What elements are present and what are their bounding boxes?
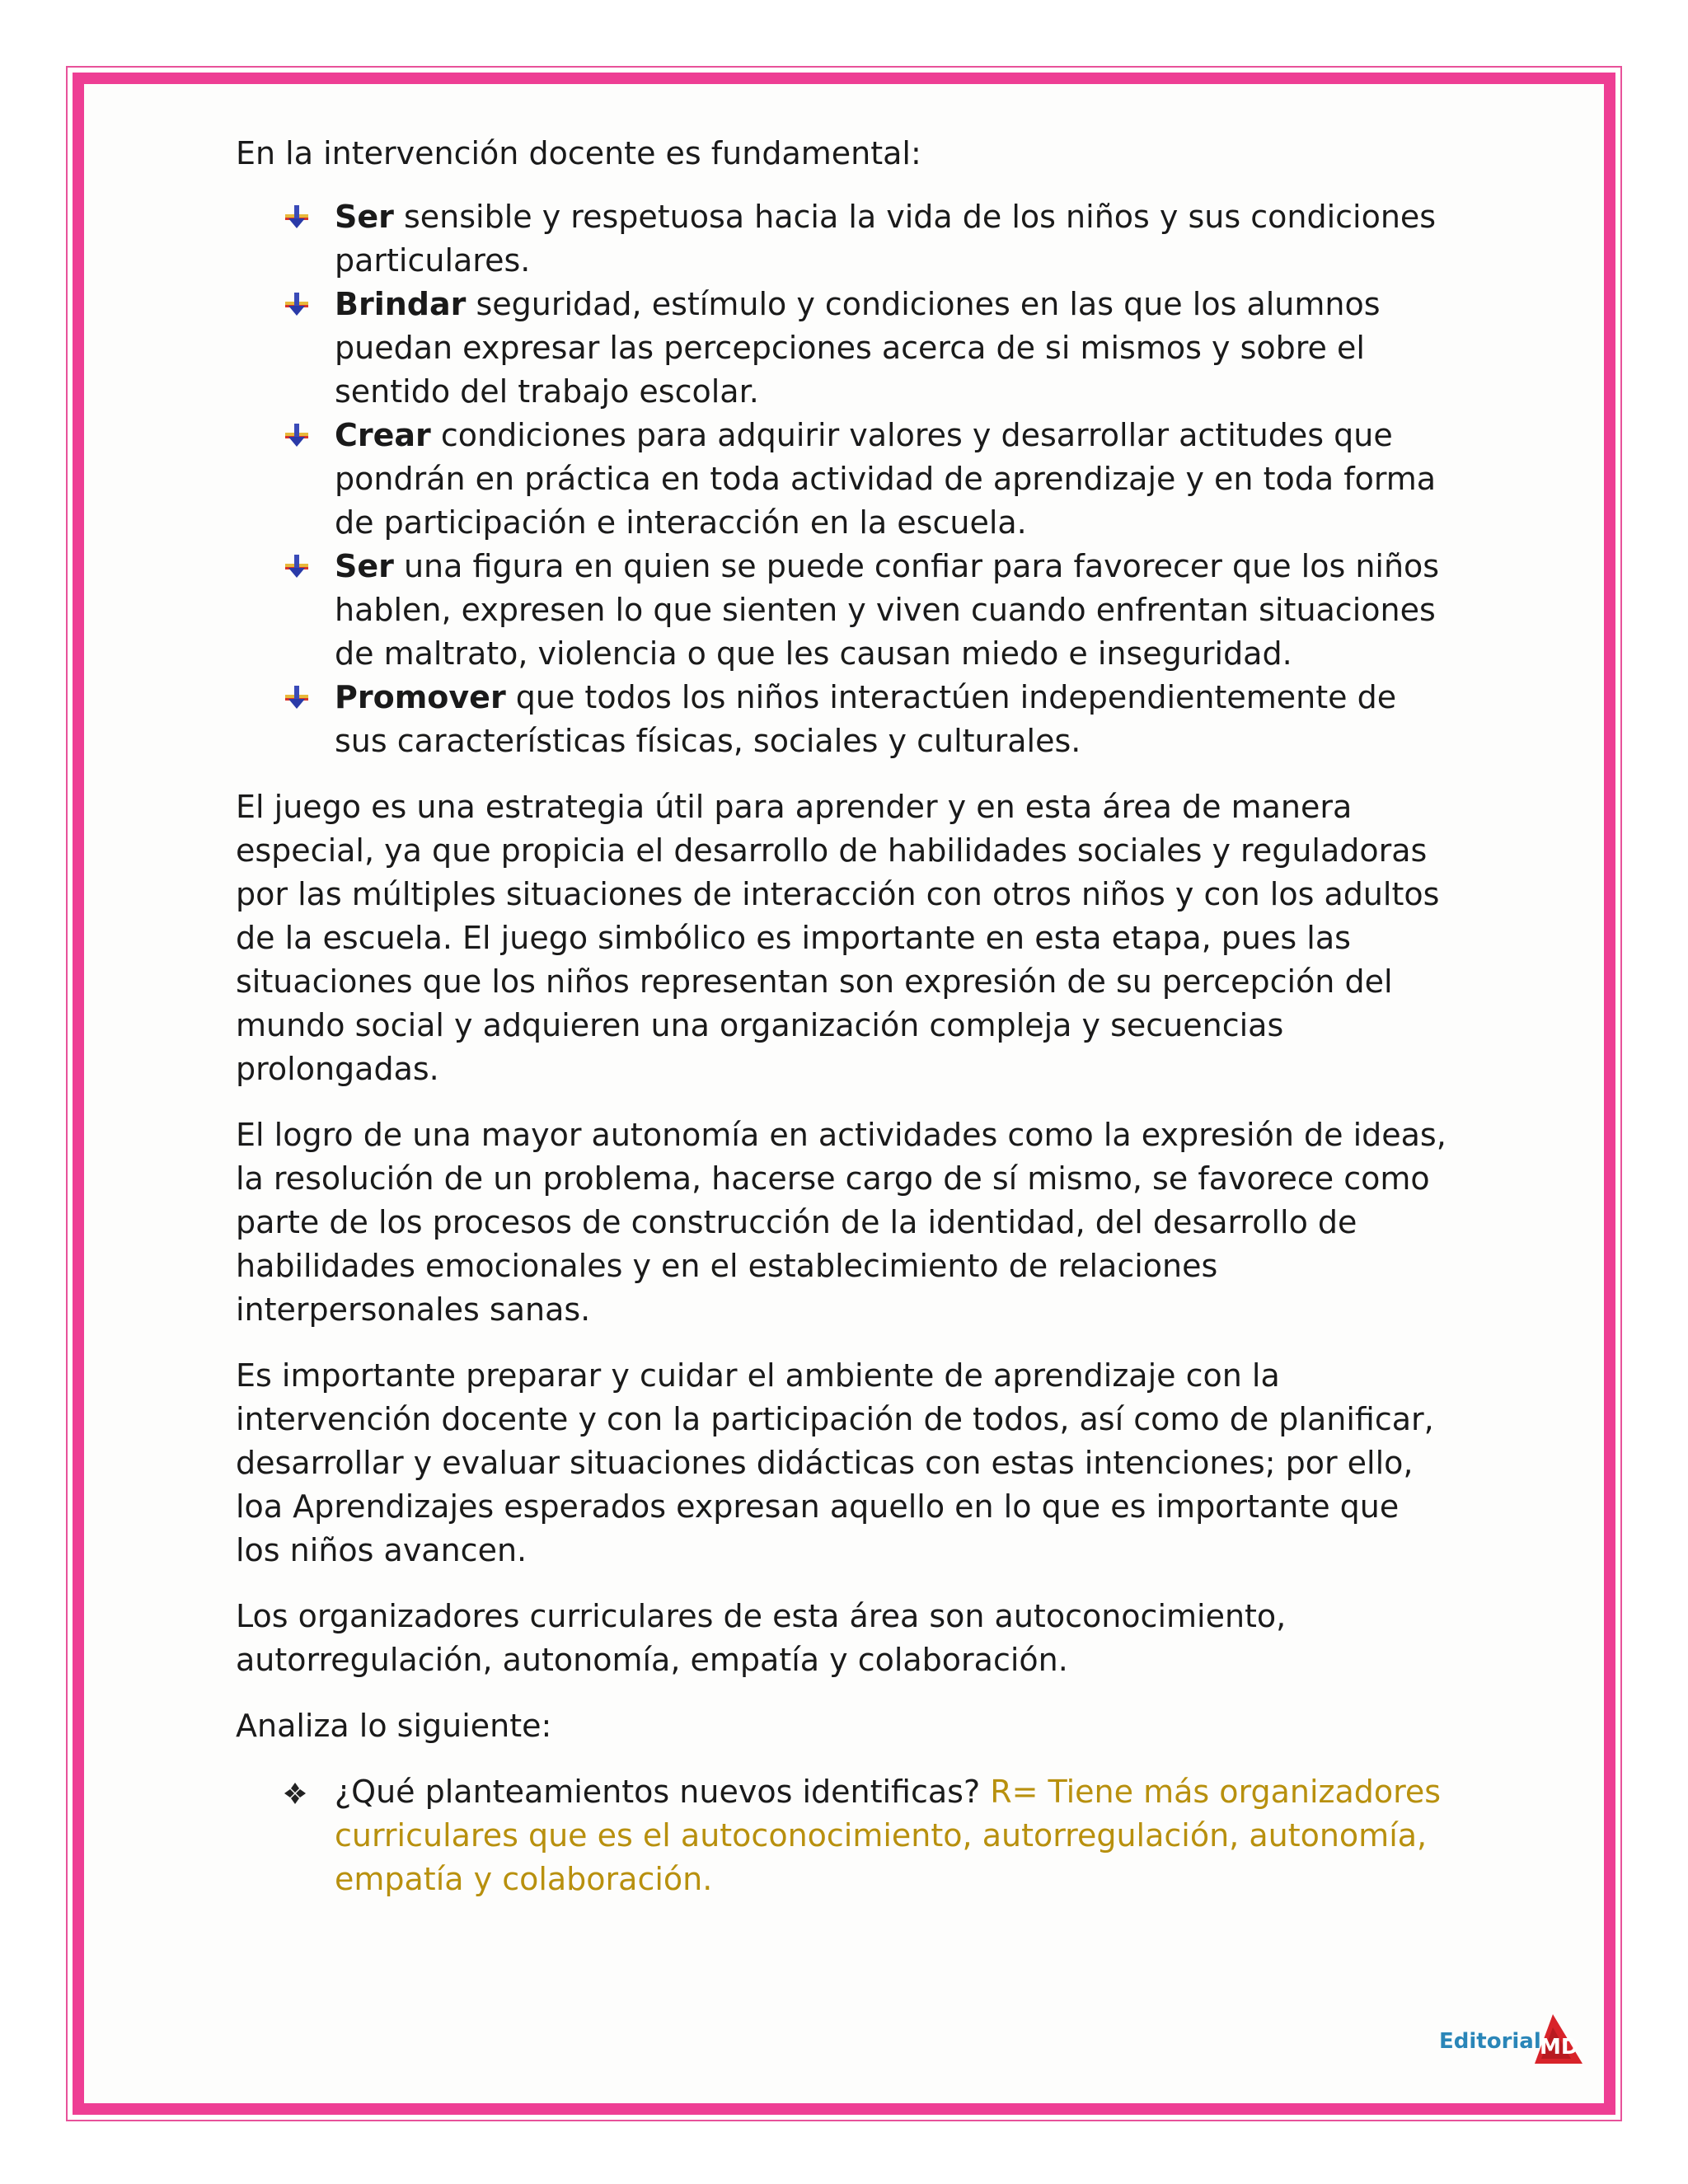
- item-text: sensible y respetuosa hacia la vida de los niños y sus condiciones particulares.: [335, 199, 1437, 279]
- list-item: [335, 414, 1447, 545]
- item-text: que todos los niños interactúen independientemente de sus características físicas, sociales y culturales.: [335, 679, 1397, 759]
- teacher-intervention-list: [236, 195, 1447, 763]
- intro-text: En la intervención docente es fundamental:: [236, 135, 921, 171]
- item-text: condiciones para adquirir valores y desarrollar actitudes que pondrán en práctica en toda actividad de aprendizaje y en toda forma de participación e interacción en la escuela.: [335, 417, 1437, 541]
- item-keyword: Brindar: [335, 286, 467, 322]
- logo-mark-text: MD: [1540, 2035, 1579, 2060]
- arrow-down-bullet-icon: [284, 553, 310, 579]
- question-text: ¿Qué planteamientos nuevos identificas?: [335, 1774, 991, 1810]
- paragraph-organizadores: Los organizadores curriculares de esta área son autoconocimiento, autorregulación, autonomía, empatía y colaboración.: [236, 1598, 1287, 1678]
- item-text: seguridad, estímulo y condiciones en las que los alumnos puedan expresar las percepciones acerca de si mismos y sobre el sentido del trabajo escolar.: [335, 286, 1381, 410]
- analyze-label: Analiza lo siguiente:: [236, 1708, 552, 1744]
- list-item: [335, 283, 1447, 414]
- answer-text: R= Tiene más organizadores curriculares que es el autoconocimiento, autorregulación, autonomía, empatía y colaboración.: [335, 1774, 1442, 1897]
- paragraph-ambiente: Es importante preparar y cuidar el ambiente de aprendizaje con la intervención docente y con la participación de todos, así como de planificar, desarrollar y evaluar situaciones didácticas con estas intenciones; por ello, loa Aprendizajes esperados expresan aquello en lo que es importante que los niños avancen.: [236, 1357, 1434, 1568]
- paragraph-autonomia: El logro de una mayor autonomía en actividades como la expresión de ideas, la resolución de un problema, hacerse cargo de sí mismo, se favorece como parte de los procesos de construcción de la identidad, del desarrollo de habilidades emocionales y en el establecimiento de relaciones interpersonales sanas.: [236, 1117, 1447, 1328]
- question-list: [236, 1770, 1447, 1901]
- logo-text: Editorial: [1439, 2029, 1541, 2054]
- arrow-down-bullet-icon: [284, 684, 310, 710]
- list-item: [335, 676, 1447, 763]
- arrow-down-bullet-icon: [284, 204, 310, 230]
- list-item: [335, 545, 1447, 676]
- arrow-down-bullet-icon: [284, 422, 310, 448]
- arrow-down-bullet-icon: [284, 291, 310, 317]
- item-keyword: Promover: [335, 679, 506, 715]
- item-keyword: Ser: [335, 199, 394, 235]
- document-body: [236, 132, 1447, 1924]
- item-keyword: Ser: [335, 548, 394, 584]
- editorial-md-logo: [1439, 2011, 1587, 2069]
- list-item: [335, 195, 1447, 283]
- paragraph-juego: El juego es una estrategia útil para aprender y en esta área de manera especial, ya que propicia el desarrollo de habilidades sociales y reguladoras por las múltiples situaciones de interacción con otros niños y con los adultos de la escuela. El juego simbólico es importante en esta etapa, pues las situaciones que los niños representan son expresión de su percepción del mundo social y adquieren una organización compleja y secuencias prolongadas.: [236, 789, 1440, 1087]
- list-item: [335, 1770, 1447, 1901]
- md-logo-mark-icon: [1528, 2011, 1586, 2067]
- four-diamond-bullet-icon: [284, 1782, 307, 1805]
- item-keyword: Crear: [335, 417, 431, 453]
- item-text: una figura en quien se puede confiar para favorecer que los niños hablen, expresen lo que sienten y viven cuando enfrentan situaciones de maltrato, violencia o que les causan miedo e inseguridad.: [335, 548, 1440, 672]
